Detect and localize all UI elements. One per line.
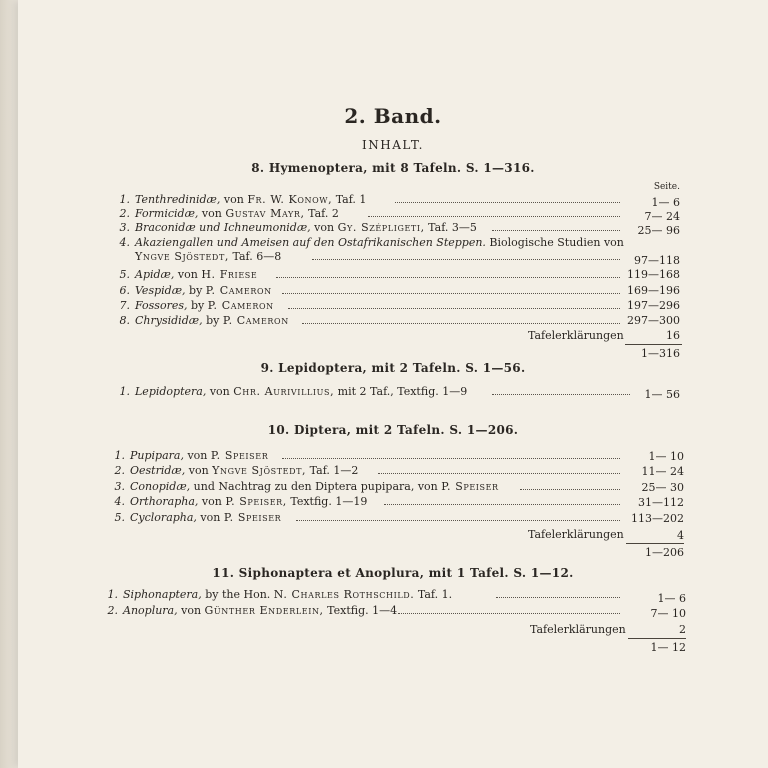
leader-dots <box>368 216 620 217</box>
toc-entry: 1. Lepidoptera, von Chr. Aurivillius, mit 2 Taf., Textfig. 1—9 <box>119 385 468 398</box>
page-range: 197—296 <box>627 299 680 312</box>
total-rule <box>625 344 682 345</box>
section-heading-diptera: 10. Diptera, mit 2 Tafeln. S. 1—206. <box>267 423 519 437</box>
page-range: 1— 6 <box>651 196 680 209</box>
toc-entry: 3. Braconidæ und Ichneumonidæ, von Gy. Szépligeti, Taf. 3—5 <box>119 221 477 234</box>
plates-pages: 16 <box>666 329 680 342</box>
page-range: 119—168 <box>627 268 680 281</box>
leader-dots <box>398 613 620 614</box>
section-heading-lepidoptera: 9. Lepidoptera, mit 2 Tafeln. S. 1—56. <box>260 361 526 375</box>
toc-entry-continuation: Yngve Sjöstedt, Taf. 6—8 <box>135 250 282 263</box>
toc-entry: 5. Cyclorapha, von P. Speiser <box>114 511 282 524</box>
page-range: 11— 24 <box>641 465 684 478</box>
leader-dots <box>302 323 620 324</box>
page-range: 1— 10 <box>648 450 684 463</box>
toc-entry: 3. Conopidæ, und Nachtrag zu den Diptera pupipara, von P. Speiser <box>114 480 499 493</box>
leader-dots <box>282 458 620 459</box>
page-range: 97—118 <box>634 254 680 267</box>
toc-entry: 7. Fossores, by P. Cameron <box>119 299 274 312</box>
page-range: 7— 24 <box>644 210 680 223</box>
page-range: 31—112 <box>638 496 684 509</box>
toc-entry: 6. Vespidæ, by P. Cameron <box>119 284 272 297</box>
volume-title: 2. Band. <box>344 104 442 128</box>
toc-entry: 4. Orthorapha, von P. Speiser, Textfig. 1—19 <box>114 495 368 508</box>
toc-entry: 8. Chrysididæ, by P. Cameron <box>119 314 289 327</box>
page-range: 169—196 <box>627 284 680 297</box>
plates-pages: 2 <box>679 623 686 636</box>
plates-label: Tafelerklärungen <box>530 623 626 636</box>
pages-column-label: Seite. <box>653 182 680 192</box>
leader-dots <box>288 308 620 309</box>
plates-label: Tafelerklärungen <box>528 329 624 342</box>
toc-entry: 2. Oestridæ, von Yngve Sjöstedt, Taf. 1—2 <box>114 464 359 477</box>
toc-entry: 4. Akaziengallen und Ameisen auf den Ostafrikanischen Steppen. Biologische Studien von <box>119 236 624 249</box>
section-heading-siphonaptera: 11. Siphonaptera et Anoplura, mit 1 Tafel. S. 1—12. <box>212 566 574 580</box>
toc-entry: 1. Tenthredinidæ, von Fr. W. Konow, Taf. 1 <box>119 193 367 206</box>
toc-entry: 2. Anoplura, von Günther Enderlein, Textfig. 1—4 <box>107 604 398 617</box>
page-range: 1— 6 <box>657 592 686 605</box>
section-total: 1— 12 <box>650 641 686 654</box>
page-range: 1— 56 <box>644 388 680 401</box>
leader-dots <box>395 202 620 203</box>
toc-entry: 1. Pupipara, von P. Speiser <box>114 449 269 462</box>
page-range: 297—300 <box>627 314 680 327</box>
section-total: 1—206 <box>645 546 684 559</box>
page-range: 7— 10 <box>650 607 686 620</box>
leader-dots <box>312 259 620 260</box>
leader-dots <box>276 277 620 278</box>
page-range: 113—202 <box>631 512 684 525</box>
contents-label: INHALT. <box>362 138 424 152</box>
section-heading-hymenoptera: 8. Hymenoptera, mit 8 Tafeln. S. 1—316. <box>251 161 535 175</box>
toc-entry: 5. Apidæ, von H. Friese <box>119 268 258 281</box>
page-range: 25— 30 <box>641 481 684 494</box>
total-rule <box>626 543 684 544</box>
leader-dots <box>378 473 620 474</box>
page-range: 25— 96 <box>637 224 680 237</box>
total-rule <box>628 638 686 639</box>
section-total: 1—316 <box>641 347 680 360</box>
leader-dots <box>296 520 620 521</box>
leader-dots <box>384 504 620 505</box>
plates-label: Tafelerklärungen <box>528 528 624 541</box>
plates-pages: 4 <box>677 529 684 542</box>
toc-entry: 2. Formicidæ, von Gustav Mayr, Taf. 2 <box>119 207 339 220</box>
leader-dots <box>282 293 620 294</box>
toc-entry: 1. Siphonaptera, by the Hon. N. Charles Rothschild. Taf. 1. <box>107 588 453 601</box>
